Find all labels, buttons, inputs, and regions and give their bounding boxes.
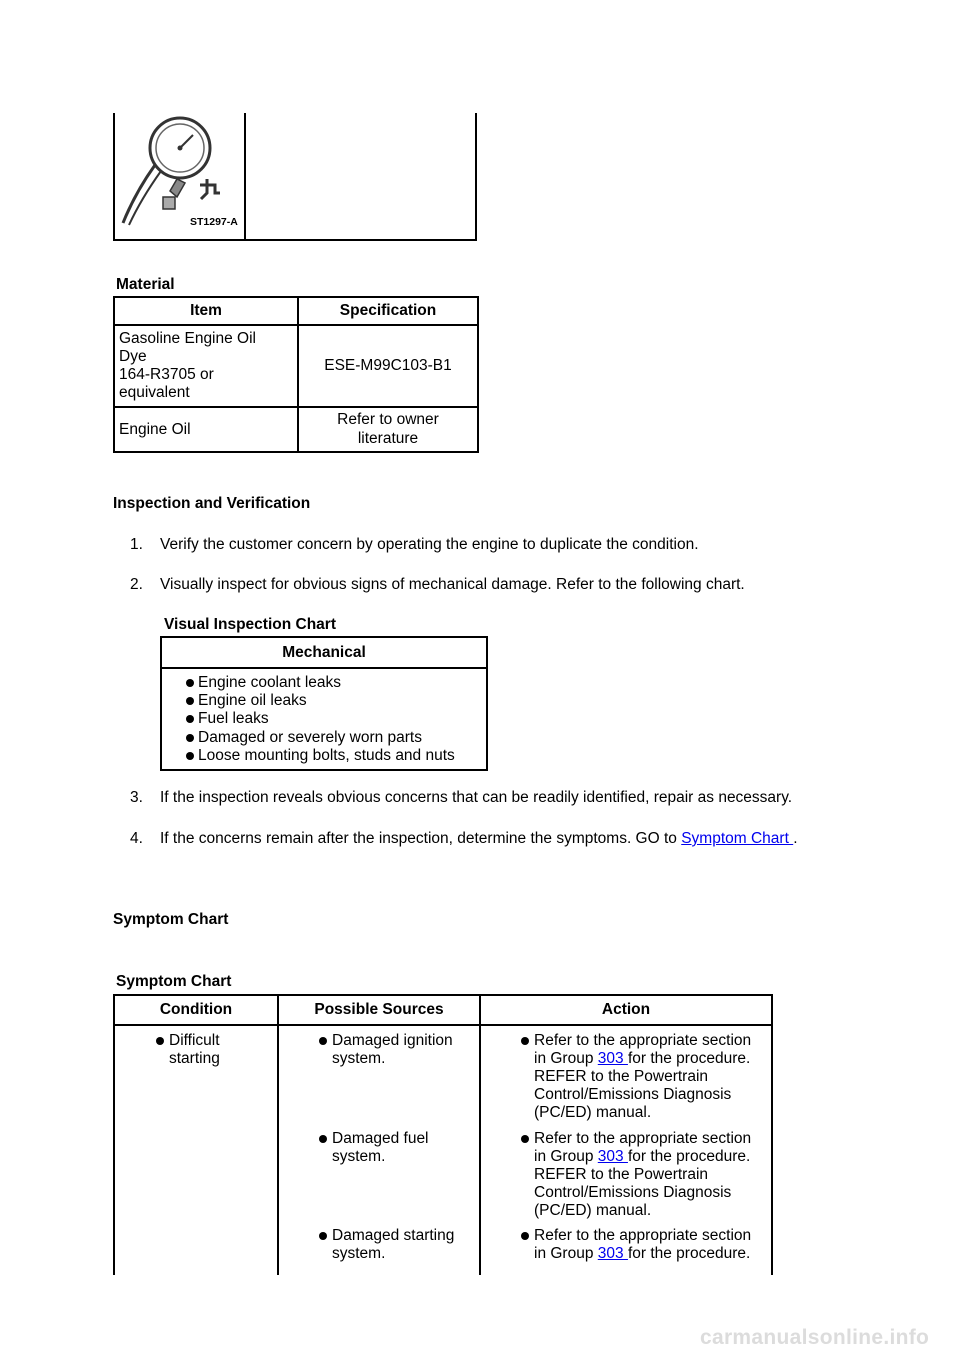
watermark: carmanualsonline.info	[700, 1326, 930, 1349]
condition-cell	[114, 1025, 278, 1275]
list-item: Engine coolant leaks	[163, 674, 485, 692]
step-text: Verify the customer concern by operating the engine to duplicate the condition.	[160, 536, 699, 553]
action-line	[534, 1050, 771, 1068]
visual-inspection-table	[160, 636, 488, 771]
spec-line: Refer to owner	[337, 411, 439, 428]
action-line	[534, 1148, 771, 1166]
action-bullet	[481, 1227, 771, 1263]
action-line: REFER to the Powertrain	[534, 1068, 709, 1085]
action-line	[534, 1245, 771, 1263]
symptom-header-sources: Possible Sources	[278, 995, 480, 1025]
action-cell	[480, 1220, 772, 1275]
source-cell	[278, 1220, 480, 1275]
action-text: in Group	[534, 1245, 594, 1262]
source-line: system.	[332, 1148, 386, 1165]
spec-line: literature	[357, 429, 419, 447]
action-text: for the procedure.	[627, 1245, 751, 1262]
action-line: Refer to the appropriate section	[534, 1032, 752, 1049]
material-header-item: Item	[114, 297, 298, 325]
step-1	[130, 536, 699, 554]
action-line: Control/Emissions Diagnosis	[534, 1184, 732, 1201]
action-text: for the procedure.	[627, 1148, 751, 1165]
step-2	[130, 576, 745, 594]
list-item: Loose mounting bolts, studs and nuts	[163, 747, 485, 765]
action-line: Refer to the appropriate section	[534, 1227, 752, 1244]
source-line: Damaged starting	[332, 1227, 455, 1244]
step-4	[130, 830, 798, 848]
material-spec-cell	[298, 407, 478, 452]
action-bullet	[481, 1032, 771, 1122]
symptom-chart-table	[113, 994, 773, 1275]
condition-line: Difficult	[169, 1032, 220, 1049]
inspection-heading: Inspection and Verification	[113, 495, 311, 512]
material-caption: Material	[116, 276, 175, 293]
visual-chart-items	[161, 668, 487, 770]
action-line: Control/Emissions Diagnosis	[534, 1086, 732, 1103]
source-line: system.	[332, 1050, 386, 1067]
tool-illustration	[115, 113, 246, 239]
item-line: Gasoline Engine Oil	[119, 329, 256, 347]
item-line: Dye	[119, 347, 147, 365]
step-number: 4.	[130, 830, 143, 847]
list-item: Fuel leaks	[163, 710, 485, 728]
step-number: 1.	[130, 536, 143, 553]
item-line: equivalent	[119, 384, 190, 402]
pressure-gauge-icon	[115, 113, 244, 239]
material-header-spec: Specification	[298, 297, 478, 325]
source-bullet	[279, 1032, 479, 1068]
step-number: 2.	[130, 576, 143, 593]
source-line: Damaged ignition	[332, 1032, 453, 1049]
list-item: Damaged or severely worn parts	[163, 729, 485, 747]
source-line: system.	[332, 1245, 386, 1262]
step-text: If the inspection reveals obvious concerns that can be readily identified, repair as necessary.	[160, 789, 793, 806]
material-spec-cell: ESE-M99C103-B1	[298, 325, 478, 407]
symptom-header-condition: Condition	[114, 995, 278, 1025]
item-line: 164-R3705 or	[119, 366, 214, 383]
action-line: Refer to the appropriate section	[534, 1130, 752, 1147]
source-bullet	[279, 1130, 479, 1166]
source-cell	[278, 1123, 480, 1220]
source-line: Damaged fuel	[332, 1130, 429, 1147]
visual-chart-header: Mechanical	[161, 637, 487, 668]
material-table	[113, 296, 479, 453]
material-item-cell: Engine Oil	[114, 407, 298, 452]
special-tool-table	[113, 113, 477, 241]
action-cell	[480, 1123, 772, 1220]
step-text: If the concerns remain after the inspection, determine the symptoms. GO to	[160, 830, 677, 847]
visual-chart-caption: Visual Inspection Chart	[164, 616, 336, 633]
symptom-chart-link[interactable]: Symptom Chart	[681, 830, 794, 847]
action-line: (PC/ED) manual.	[534, 1202, 652, 1219]
condition-line: starting	[169, 1050, 220, 1067]
action-line: REFER to the Powertrain	[534, 1166, 709, 1183]
group-303-link[interactable]: 303	[597, 1148, 628, 1165]
symptom-header-action: Action	[480, 995, 772, 1025]
action-bullet	[481, 1130, 771, 1220]
action-text: for the procedure.	[627, 1050, 751, 1067]
action-text: in Group	[534, 1148, 594, 1165]
list-item: Engine oil leaks	[163, 692, 485, 710]
step-3	[130, 789, 792, 807]
tool-image-label: ST1297-A	[190, 216, 238, 228]
action-text: in Group	[534, 1050, 594, 1067]
symptom-chart-caption: Symptom Chart	[116, 973, 232, 990]
symptom-section-heading: Symptom Chart	[113, 911, 229, 928]
step-tail: .	[793, 830, 798, 847]
step-text: Visually inspect for obvious signs of mechanical damage. Refer to the following chart.	[160, 576, 745, 593]
step-number: 3.	[130, 789, 143, 806]
group-303-link[interactable]: 303	[597, 1245, 628, 1262]
material-item-cell	[114, 325, 298, 407]
action-cell	[480, 1025, 772, 1123]
action-line: (PC/ED) manual.	[534, 1104, 652, 1121]
source-cell	[278, 1025, 480, 1123]
condition-bullet	[115, 1032, 277, 1068]
group-303-link[interactable]: 303	[597, 1050, 628, 1067]
source-bullet	[279, 1227, 479, 1263]
